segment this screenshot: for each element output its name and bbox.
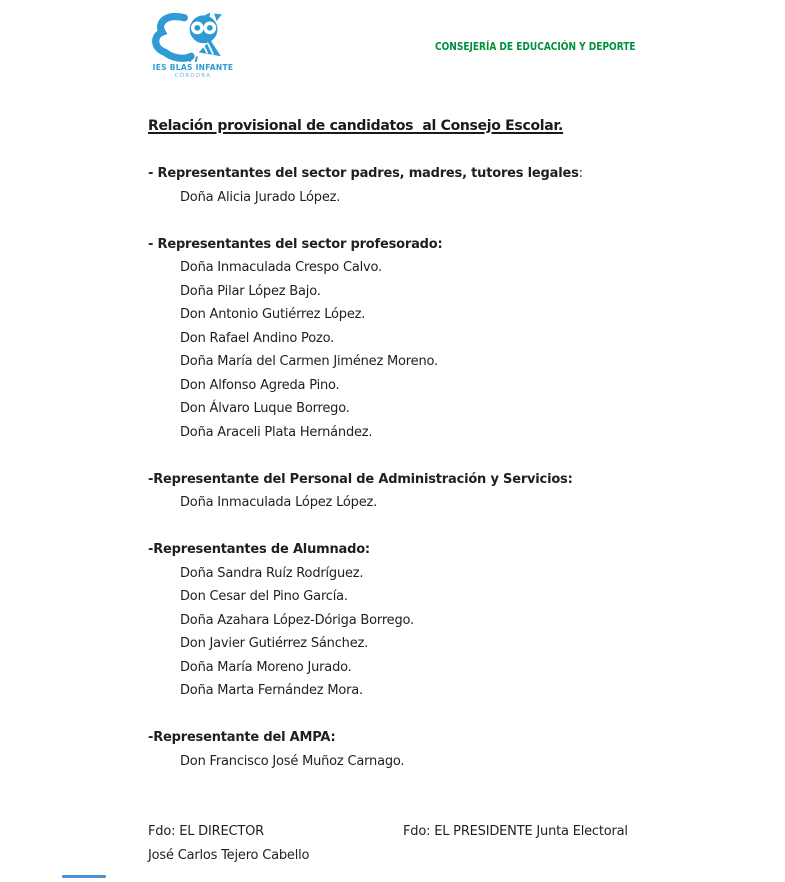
section-heading-profesorado [148, 233, 748, 257]
section-heading-padres [148, 162, 748, 186]
signature-director-label: Fdo: EL DIRECTOR [148, 824, 264, 839]
candidate-name: Don Cesar del Pino García. [180, 589, 348, 604]
document-title: Relación provisional de candidatos al Consejo Escolar. [148, 118, 564, 134]
candidate-name: Doña Marta Fernández Mora. [180, 683, 363, 698]
logo-school-name: IES BLAS INFANTE [152, 63, 234, 72]
document-body [148, 115, 748, 867]
spacer [148, 139, 748, 163]
candidate-name: Doña Azahara López-Dóriga Borrego. [180, 612, 414, 628]
candidate-name: Doña Inmaculada Crespo Calvo. [180, 260, 382, 275]
spacer [148, 515, 748, 539]
signature-president-label: Fdo: EL PRESIDENTE Junta Electoral [403, 824, 628, 839]
section-heading-pas [148, 468, 748, 492]
candidate-name: Doña Pilar López Bajo. [180, 283, 321, 299]
spacer [148, 797, 748, 821]
signature-row [148, 820, 748, 844]
section-heading-text: -Representante del AMPA: [148, 730, 336, 745]
school-logo [145, 12, 241, 79]
candidate-name: Don Francisco José Muñoz Carnago. [180, 753, 405, 769]
spacer [148, 703, 748, 727]
candidate-name: Don Antonio Gutiérrez López. [180, 307, 366, 322]
candidate-name: Doña Inmaculada López López. [180, 495, 378, 510]
candidate-name: Doña Alicia Jurado López. [180, 189, 341, 205]
consejeria-header: CONSEJERÍA DE EDUCACIÓN Y DEPORTE [435, 40, 636, 53]
spacer [148, 444, 748, 468]
candidate-name: Don Alfonso Agreda Pino. [180, 377, 340, 393]
candidate-name: Doña María Moreno Jurado. [180, 659, 352, 675]
section-heading-text: - Representantes del sector padres, madres, tutores legales [148, 166, 579, 181]
candidate-name: Don Javier Gutiérrez Sánchez. [180, 636, 369, 651]
section-heading-colon: : [578, 166, 583, 181]
candidate-name: Doña María del Carmen Jiménez Moreno. [180, 354, 438, 369]
section-heading-text: -Representante del Personal de Administración y Servicios: [148, 471, 573, 487]
spacer [148, 773, 748, 797]
clipped-page-graphic [62, 875, 106, 878]
logo-city-label: CÓRDOBA [174, 73, 212, 79]
section-heading-ampa [148, 726, 748, 750]
candidate-name: Don Rafael Andino Pozo. [180, 330, 335, 346]
spacer [148, 209, 748, 233]
section-heading-text: - Representantes del sector profesorado: [148, 236, 443, 252]
candidate-name: Don Álvaro Luque Borrego. [180, 401, 350, 416]
section-heading-alumnado [148, 538, 748, 562]
candidate-name: Doña Sandra Ruíz Rodríguez. [180, 565, 364, 581]
candidate-name: Doña Araceli Plata Hernández. [180, 424, 373, 440]
section-heading-text: -Representantes de Alumnado: [148, 542, 370, 557]
director-name: José Carlos Tejero Cabello [148, 847, 310, 863]
owl-logo-icon [150, 12, 236, 62]
